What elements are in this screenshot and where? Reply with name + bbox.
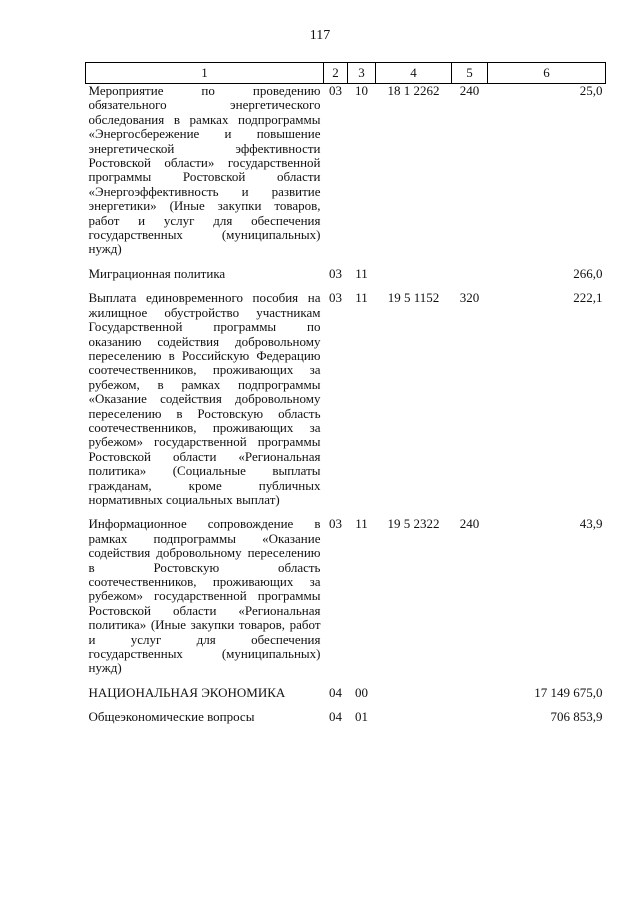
row-section: 03: [329, 83, 342, 98]
header-col-5: 5: [452, 63, 488, 84]
row-amount: 222,1: [573, 290, 603, 306]
row-amount: 17 149 675,0: [534, 684, 603, 700]
row-amount: 43,9: [579, 516, 603, 532]
table-row: [86, 517, 606, 685]
table-header-row: [86, 63, 606, 84]
budget-table: [85, 62, 606, 735]
row-subsection: 10: [355, 83, 368, 98]
header-col-3: 3: [348, 63, 376, 84]
row-section: 04: [329, 709, 342, 725]
row-subsection: 11: [355, 516, 368, 532]
row-section: 04: [329, 684, 342, 700]
row-target-article: [376, 710, 452, 734]
row-section: 03: [329, 290, 342, 306]
table-row: [86, 710, 606, 734]
header-col-2: 2: [324, 63, 348, 84]
row-target-article: 18 1 2262: [387, 83, 440, 98]
row-target-article: 19 5 1152: [387, 290, 440, 306]
row-expense-type: 240: [459, 83, 480, 98]
table-row: [86, 686, 606, 710]
row-expense-type: [452, 710, 488, 734]
table-row: [86, 291, 606, 517]
header-col-6: 6: [488, 63, 606, 84]
row-expense-type: [452, 267, 488, 291]
header-col-4: 4: [376, 63, 452, 84]
row-subsection: 00: [355, 684, 368, 700]
row-name: Информационное сопровождение в рамках подпрограммы «Оказание содействия добровольному переселению в Ростовскую область соотечественников, проживающих за рубежом» государственной программы Ростовской области «Региональная политика» (Иные закупки товаров, работ и услуг для обеспечения государственных (муниципальных) нужд): [88, 516, 321, 676]
table-row: [86, 84, 606, 267]
row-subsection: 01: [355, 709, 368, 725]
row-target-article: 19 5 2322: [387, 516, 440, 532]
row-section: 03: [329, 265, 342, 281]
header-col-1: 1: [86, 63, 324, 84]
row-name: Мероприятие по проведению обязательного энергетического обследования в рамках подпрограммы «Энергосбережение и повышение энергетической эффективности Ростовской области» государственной программы Ростовской области «Энергоэффективность и развитие энергетики» (Иные закупки товаров, работ и услуг для обеспечения государственных (муниципальных) нужд): [88, 83, 321, 257]
page-number: 117: [309, 28, 331, 43]
row-name: Миграционная политика: [88, 265, 226, 281]
table-row: [86, 267, 606, 291]
row-expense-type: 240: [459, 516, 480, 532]
row-name: НАЦИОНАЛЬНАЯ ЭКОНОМИКА: [88, 684, 286, 700]
row-amount: 706 853,9: [550, 709, 603, 725]
row-target-article: [376, 686, 452, 710]
row-target-article: [376, 267, 452, 291]
row-amount: 25,0: [579, 83, 603, 98]
row-name: Общеэкономические вопросы: [88, 709, 255, 725]
row-name: Выплата единовременного пособия на жилищное обустройство участникам Государственной программы по оказанию содействия добровольному переселению в Российскую Федерацию соотечественников, проживающих за рубежом, в рамках подпрограммы «Оказание содействия добровольному переселению в Ростовскую область соотечественников, проживающих за рубежом» государственной программы Ростовской области «Региональная политика» (Социальные выплаты гражданам, кроме публичных нормативных социальных выплат): [88, 290, 321, 507]
row-expense-type: [452, 686, 488, 710]
row-subsection: 11: [355, 290, 368, 306]
row-amount: 266,0: [573, 265, 603, 281]
row-expense-type: 320: [459, 290, 480, 306]
row-section: 03: [329, 516, 342, 532]
row-subsection: 11: [355, 265, 368, 281]
